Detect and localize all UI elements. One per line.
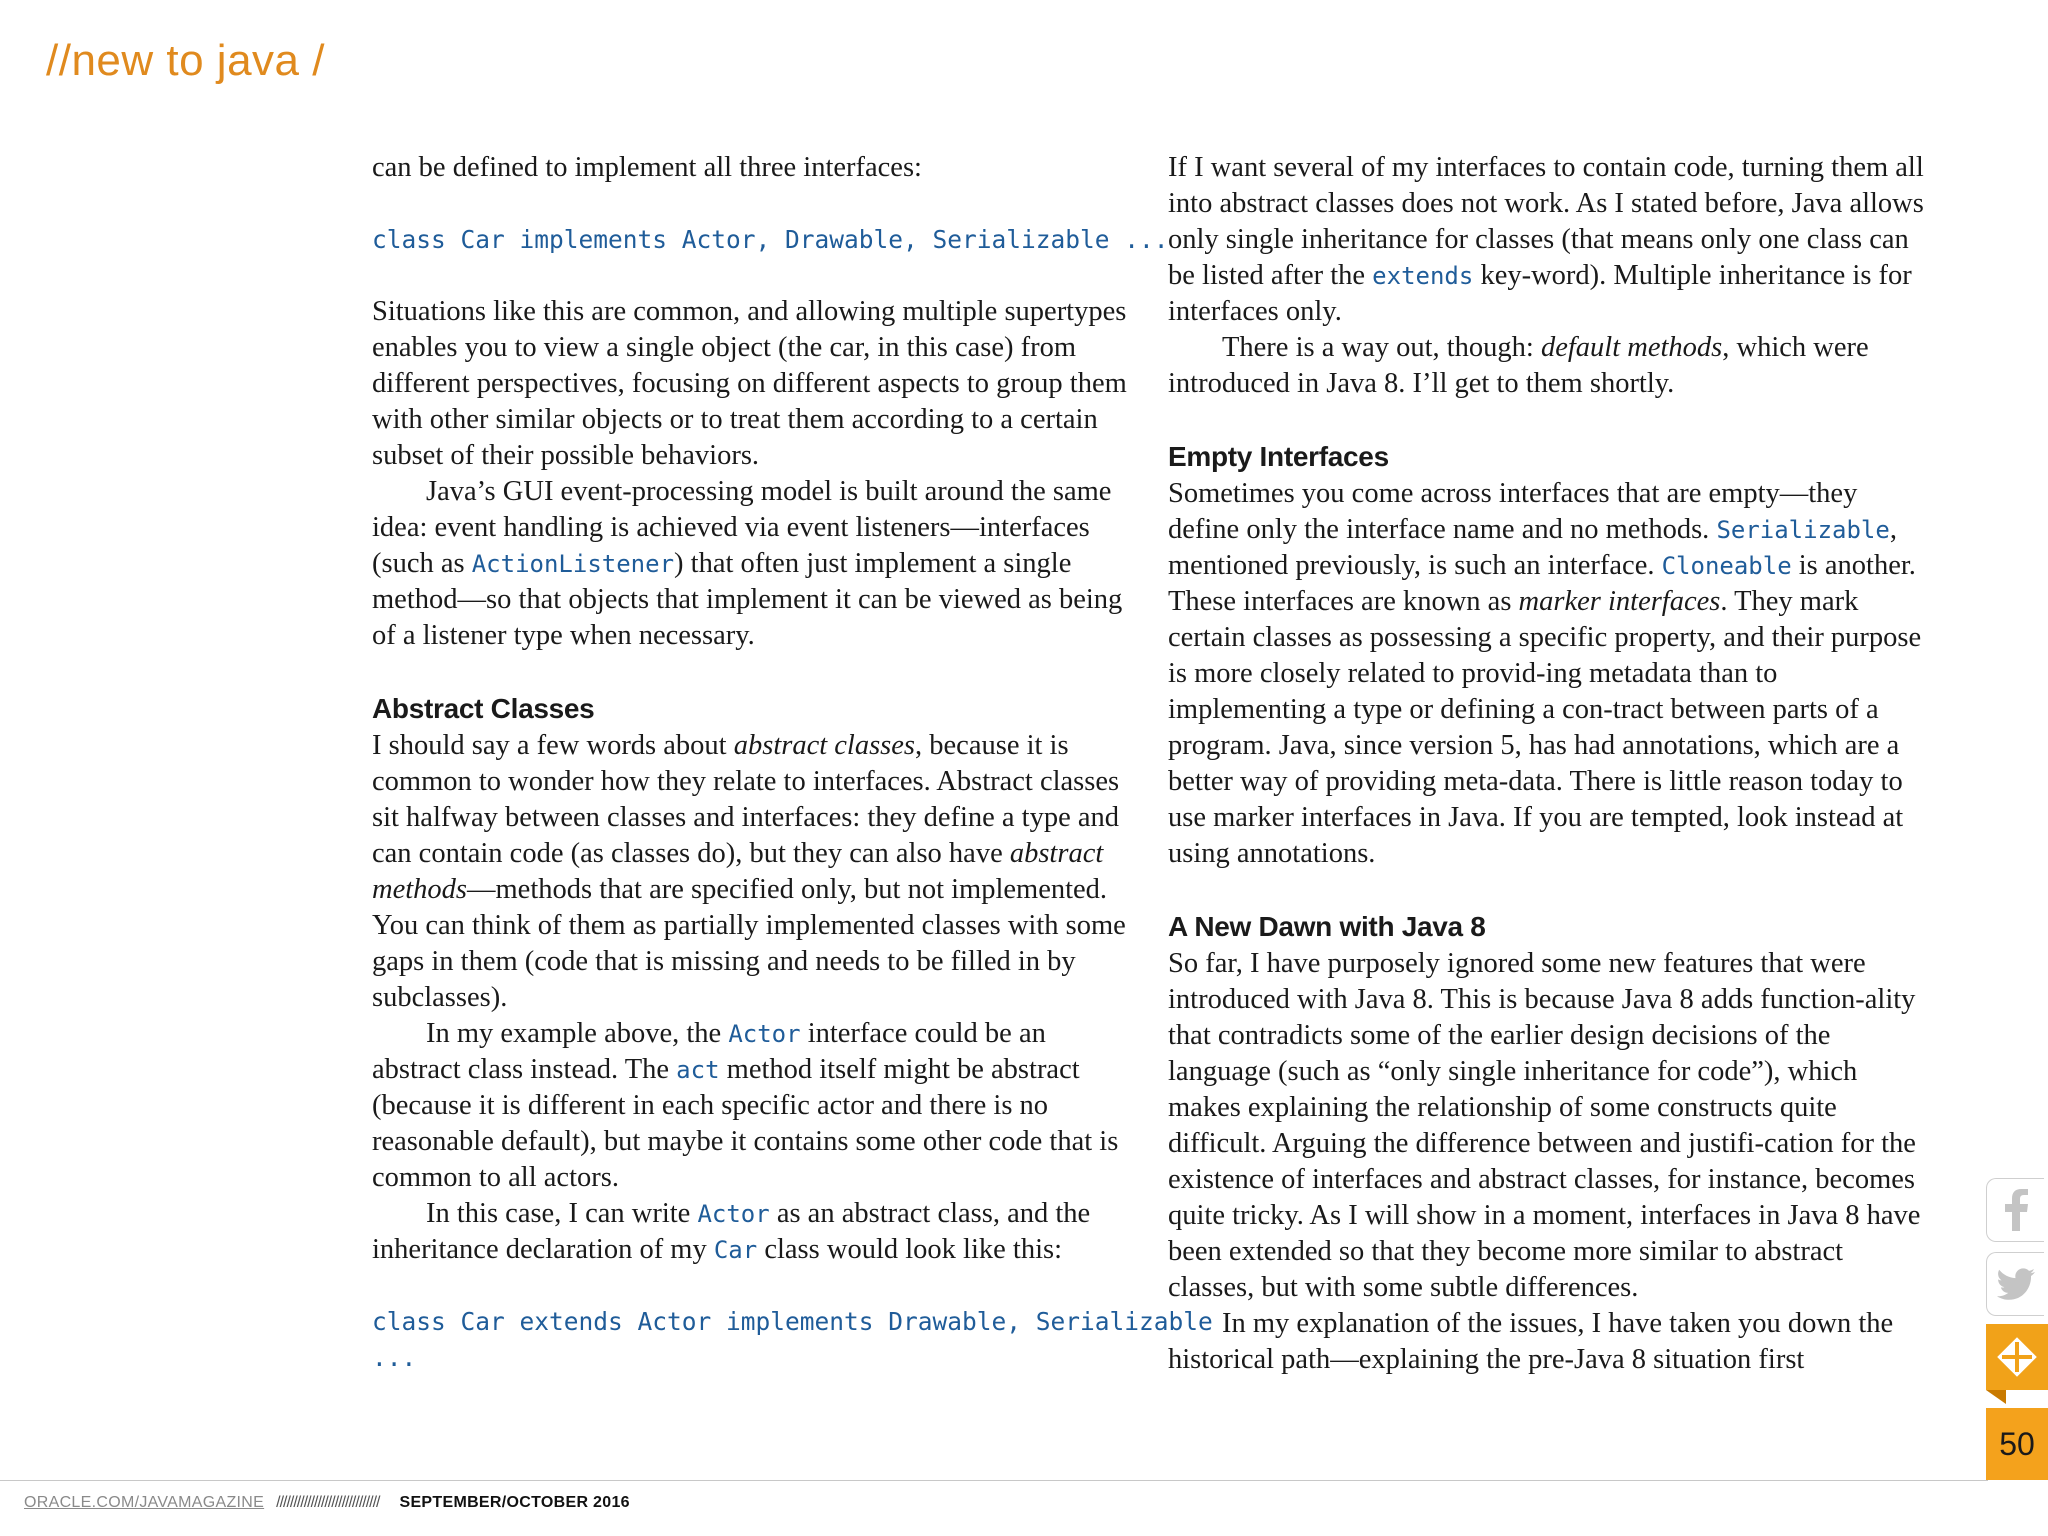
code-block: ... [372, 1343, 417, 1372]
paragraph: In my example above, the Actor interface could be an abstract class instead. The act method itself might be abstract (because it is different in each specific actor and there is no reasonable default), but maybe it contains some other code that is common to all actors. [372, 1018, 1119, 1193]
code-block: class Car implements Actor, Drawable, Serializable ... [372, 225, 1169, 254]
paragraph: There is a way out, though: default methods, which were introduced in Java 8. I’ll get to them shortly. [1168, 332, 1869, 399]
inline-code: act [676, 1056, 720, 1084]
facebook-share-button[interactable] [1986, 1178, 2044, 1242]
footer [24, 1494, 630, 1512]
right-column [1168, 150, 1928, 1378]
inline-code: Serializable [1716, 516, 1890, 544]
heading-empty-interfaces: Empty Interfaces [1168, 441, 1389, 472]
section-tag: //new to java / [46, 36, 325, 85]
inline-code: Actor [728, 1020, 801, 1048]
footer-slashes: ////////////////////////////// [276, 1494, 380, 1511]
paragraph: If I want several of my interfaces to contain code, turning them all into abstract classes does not work. As I stated before, Java allows only single inheritance for classes (that means only one class can be listed after the extends key-word). Multiple inheritance is for interfaces only. [1168, 152, 1924, 327]
footer-site-link[interactable]: ORACLE.COM/JAVAMAGAZINE [24, 1494, 265, 1511]
footer-issue: SEPTEMBER/OCTOBER 2016 [399, 1494, 630, 1511]
inline-code: Actor [697, 1200, 770, 1228]
inline-code: ActionListener [471, 550, 675, 578]
twitter-icon [1997, 1268, 2035, 1300]
code-block: class Car extends Actor implements Drawable, Serializable [372, 1307, 1213, 1336]
left-column [372, 150, 1213, 1376]
inline-code: Cloneable [1661, 552, 1792, 580]
inline-code: extends [1372, 262, 1474, 290]
paragraph: can be defined to implement all three interfaces: [372, 152, 922, 183]
inline-code: Car [713, 1236, 758, 1264]
paragraph: I should say a few words about abstract classes, because it is common to wonder how they relate to interfaces. Abstract classes sit halfway between classes and interfaces: they define a type and can contain code (as classes do), but they can also have abstract methods—methods that are specified only, but not implemented. You can think of them as partially implemented classes with some gaps in them (code that is missing and needs to be filled in by subclasses). [372, 730, 1126, 1013]
heading-new-dawn: A New Dawn with Java 8 [1168, 911, 1486, 942]
footer-divider [0, 1480, 1988, 1481]
subscribe-ribbon-tail [1986, 1390, 2006, 1404]
facebook-icon [2001, 1189, 2031, 1231]
paragraph: So far, I have purposely ignored some new features that were introduced with Java 8. This is because Java 8 adds function-ality that contradicts some of the earlier design decisions of the language (such as “only single inheritance for code”), which makes explaining the relationship of some constructs quite difficult. Arguing the difference between and justifi-cation for the existence of interfaces and abstract classes, for instance, becomes quite tricky. As I will show in a moment, interfaces in Java 8 have been extended so that they become more similar to abstract classes, but with some subtle differences. [1168, 948, 1921, 1303]
twitter-share-button[interactable] [1986, 1252, 2044, 1316]
subscribe-button[interactable] [1986, 1324, 2048, 1390]
paragraph: Java’s GUI event-processing model is built around the same idea: event handling is achieved via event listeners—interfaces (such as ActionListener) that often just implement a single method—so that objects that implement it can be viewed as being of a listener type when necessary. [372, 476, 1123, 651]
page-number: 50 [1986, 1408, 2048, 1480]
rss-icon [1994, 1334, 2040, 1380]
paragraph: Situations like this are common, and allowing multiple supertypes enables you to view a single object (the car, in this case) from different perspectives, focusing on different aspects to group them with other similar objects or to treat them according to a certain subset of their possible behaviors. [372, 296, 1127, 471]
paragraph: Sometimes you come across interfaces that are empty—they define only the interface name and no methods. Serializable, mentioned previously, is such an interface. Cloneable is another. These interfaces are known as marker interfaces. They mark certain classes as possessing a specific property, and their purpose is more closely related to provid-ing metadata than to implementing a type or defining a con-tract between parts of a program. Java, since version 5, has had annotations, which are a better way of providing meta-data. There is little reason today to use marker interfaces in Java. If you are tempted, look instead at using annotations. [1168, 478, 1922, 869]
paragraph: In my explanation of the issues, I have taken you down the historical path—explaining the pre-Java 8 situation first [1168, 1308, 1894, 1375]
heading-abstract-classes: Abstract Classes [372, 693, 595, 724]
paragraph: In this case, I can write Actor as an abstract class, and the inheritance declaration of my Car class would look like this: [372, 1198, 1091, 1265]
